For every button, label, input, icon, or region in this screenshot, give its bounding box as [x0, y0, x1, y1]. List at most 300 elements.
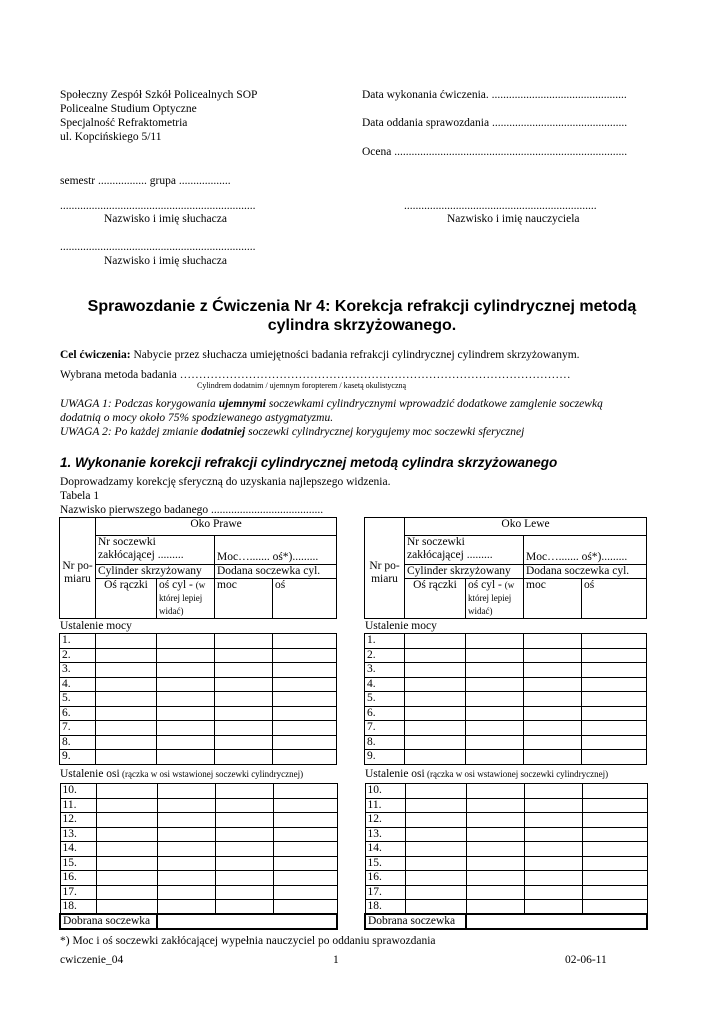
- table-row: [60, 677, 337, 692]
- table-row: [365, 692, 647, 707]
- measurement-cell-right[interactable]: [273, 827, 337, 842]
- measurement-cell-right[interactable]: [273, 856, 337, 871]
- measurement-cell-right[interactable]: [215, 648, 273, 663]
- cylinder-axis-header: [157, 579, 215, 619]
- row-number: 18.: [365, 900, 405, 915]
- right-eye-header: Oko Prawe: [96, 518, 337, 536]
- row-number: 2.: [365, 648, 405, 663]
- note-1-part-d: dodatnią o mocy około 75% spodziewanego astygmatyzmu.: [60, 412, 334, 424]
- student-name-line-2[interactable]: ....................................................................: [60, 241, 256, 253]
- table-row: [60, 692, 337, 707]
- measurement-cell-left[interactable]: [466, 784, 524, 799]
- goal-label: Cel ćwiczenia:: [60, 349, 131, 361]
- measurement-cell-right[interactable]: [273, 692, 337, 707]
- row-number: 7.: [365, 721, 405, 736]
- row-number: 3.: [60, 663, 96, 678]
- row-number: 18.: [60, 900, 96, 915]
- measurement-cell-left[interactable]: [405, 871, 466, 886]
- row-number: 11.: [365, 798, 405, 813]
- measurement-cell-left[interactable]: [582, 735, 647, 750]
- cylinder-axis-label: oś cyl -: [159, 579, 196, 591]
- measurement-cell-left[interactable]: [582, 750, 647, 765]
- row-number: 5.: [365, 692, 405, 707]
- axis-header: oś: [273, 579, 337, 619]
- row-number: 16.: [365, 871, 405, 886]
- table-row: [60, 784, 337, 799]
- table-row: [60, 900, 337, 915]
- table-row: [60, 706, 337, 721]
- cross-cylinder-header-left: Cylinder skrzyżowany: [405, 565, 524, 579]
- added-cylinder-header: Dodana soczewka cyl.: [215, 565, 337, 579]
- measurement-cell-left[interactable]: [405, 813, 466, 828]
- table-row: [60, 813, 337, 828]
- measurement-cell-left[interactable]: [582, 634, 647, 649]
- row-number: 6.: [365, 706, 405, 721]
- student-name-caption-2: Nazwisko i imię słuchacza: [104, 255, 227, 267]
- measurement-cell-left[interactable]: [524, 842, 582, 857]
- measurement-cell-left[interactable]: [524, 721, 582, 736]
- measurement-cell-right[interactable]: [96, 677, 157, 692]
- measurement-cell-left[interactable]: [524, 648, 582, 663]
- added-cylinder-header-left: Dodana soczewka cyl.: [524, 565, 647, 579]
- table-row: [60, 721, 337, 736]
- measurement-cell-left[interactable]: [405, 735, 466, 750]
- measurement-cell-left[interactable]: [582, 721, 647, 736]
- method-hint: Cylindrem dodatnim / ujemnym foropterem / kasetą okulistyczną: [197, 381, 407, 390]
- row-number: 4.: [60, 677, 96, 692]
- row-number: 3.: [365, 663, 405, 678]
- measurement-cell-left[interactable]: [405, 721, 466, 736]
- power-setting-label-left: Ustalenie mocy: [365, 620, 437, 632]
- measurement-cell-left[interactable]: [582, 677, 647, 692]
- measurement-cell-left[interactable]: [405, 706, 466, 721]
- measurement-nr-header: [60, 518, 96, 619]
- measurement-cell-right[interactable]: [157, 677, 215, 692]
- measurement-cell-left[interactable]: [582, 784, 647, 799]
- measurement-cell-left[interactable]: [466, 827, 524, 842]
- row-number: 14.: [365, 842, 405, 857]
- measurement-cell-left[interactable]: [466, 871, 524, 886]
- measurement-cell-left[interactable]: [582, 692, 647, 707]
- row-number: 15.: [365, 856, 405, 871]
- table-row: [365, 663, 647, 678]
- measurement-cell-right[interactable]: [215, 677, 273, 692]
- note-2-emphasis: dodatniej: [201, 426, 246, 438]
- table-row: [365, 827, 647, 842]
- measurement-cell-right[interactable]: [215, 871, 273, 886]
- row-number: 9.: [365, 750, 405, 765]
- measurement-cell-left[interactable]: [466, 885, 524, 900]
- table-row: [60, 871, 337, 886]
- table-row: [60, 798, 337, 813]
- note-2-part-a: UWAGA 2: Po każdej zmianie: [60, 426, 202, 438]
- axis-setting-title: Ustalenie osi: [60, 768, 120, 780]
- measurement-cell-left[interactable]: [405, 827, 466, 842]
- measurement-cell-right[interactable]: [215, 784, 273, 799]
- measurement-cell-left[interactable]: [524, 798, 582, 813]
- measurement-cell-right[interactable]: [157, 692, 215, 707]
- measurement-cell-left[interactable]: [466, 663, 524, 678]
- table-row: [365, 735, 647, 750]
- measurement-cell-left[interactable]: [466, 750, 524, 765]
- right-eye-power-table: [59, 633, 337, 765]
- measurement-cell-left[interactable]: [524, 813, 582, 828]
- measurement-cell-left[interactable]: [466, 900, 524, 915]
- measurement-cell-left[interactable]: [524, 663, 582, 678]
- measurement-cell-left[interactable]: [466, 634, 524, 649]
- table-row: [365, 798, 647, 813]
- measurement-cell-right[interactable]: [157, 842, 215, 857]
- row-number: 8.: [365, 735, 405, 750]
- measurement-cell-right[interactable]: [215, 798, 273, 813]
- table-row: [365, 856, 647, 871]
- row-number: 10.: [60, 784, 96, 799]
- chosen-lens-label: Dobrana soczewka: [365, 914, 466, 929]
- measurement-cell-right[interactable]: [215, 663, 273, 678]
- measurement-cell-right[interactable]: [215, 900, 273, 915]
- measurement-cell-right[interactable]: [273, 871, 337, 886]
- measurement-cell-right[interactable]: [96, 706, 157, 721]
- power-axis-cell[interactable]: Moc…....... oś*).........: [215, 536, 337, 565]
- measurement-cell-left[interactable]: [405, 634, 466, 649]
- measurement-cell-left[interactable]: [524, 677, 582, 692]
- interfering-lens-cell-left[interactable]: Nr soczewki zakłócającej .........: [405, 536, 524, 565]
- teacher-name-caption: Nazwisko i imię nauczyciela: [447, 213, 580, 225]
- measurement-cell-right[interactable]: [215, 856, 273, 871]
- measurement-cell-right[interactable]: [215, 827, 273, 842]
- measurement-cell-left[interactable]: [466, 856, 524, 871]
- chosen-lens-label: Dobrana soczewka: [60, 914, 157, 929]
- measurement-cell-right[interactable]: [273, 706, 337, 721]
- table-row: [365, 750, 647, 765]
- measurement-cell-right[interactable]: [215, 750, 273, 765]
- measurement-cell-right[interactable]: [157, 750, 215, 765]
- measurement-cell-left[interactable]: [405, 842, 466, 857]
- measurement-cell-right[interactable]: [96, 692, 157, 707]
- measurement-cell-left[interactable]: [582, 842, 647, 857]
- measurement-cell-left[interactable]: [466, 677, 524, 692]
- axis-setting-note: (rączka w osi wstawionej soczewki cylindrycznej): [119, 769, 304, 779]
- note-1-part-c: soczewkami cylindrycznymi wprowadzić dodatkowe zamglenie soczewką: [265, 398, 603, 410]
- row-number: 10.: [365, 784, 405, 799]
- measurement-cell-left[interactable]: [582, 706, 647, 721]
- interfering-lens-cell[interactable]: Nr soczewki zakłócającej .........: [96, 536, 215, 565]
- semester-group-field[interactable]: semestr ................. grupa ..................: [60, 175, 231, 187]
- row-number: 12.: [365, 813, 405, 828]
- power-header-left: moc: [524, 579, 582, 619]
- measurement-cell-left[interactable]: [466, 813, 524, 828]
- table-row: [60, 842, 337, 857]
- measurement-cell-left[interactable]: [524, 856, 582, 871]
- measurement-cell-left[interactable]: [524, 692, 582, 707]
- measurement-cell-left[interactable]: [466, 721, 524, 736]
- measurement-cell-left[interactable]: [582, 798, 647, 813]
- measurement-cell-right[interactable]: [96, 735, 157, 750]
- measurement-cell-right[interactable]: [273, 842, 337, 857]
- power-setting-label: Ustalenie mocy: [60, 620, 132, 632]
- measurement-cell-right[interactable]: [96, 900, 157, 915]
- measurement-cell-left[interactable]: [524, 784, 582, 799]
- measurement-cell-left[interactable]: [582, 663, 647, 678]
- left-eye-power-table: [364, 633, 647, 765]
- teacher-name-line[interactable]: ...................................................................: [404, 200, 597, 212]
- measurement-cell-right[interactable]: [96, 798, 157, 813]
- row-number: 13.: [365, 827, 405, 842]
- row-number: 13.: [60, 827, 96, 842]
- measurement-cell-right[interactable]: [96, 827, 157, 842]
- table-row: [365, 885, 647, 900]
- chosen-lens-value-right[interactable]: [157, 914, 337, 929]
- measurement-cell-right[interactable]: [157, 634, 215, 649]
- left-eye-header: Oko Lewe: [405, 518, 647, 536]
- patient-name-field[interactable]: Nazwisko pierwszego badanego .......................................: [60, 504, 324, 516]
- left-eye-header-table: [364, 517, 647, 619]
- measurement-cell-right[interactable]: [157, 856, 215, 871]
- measurement-cell-left[interactable]: [405, 798, 466, 813]
- cylinder-axis-header-left: [466, 579, 524, 619]
- measurement-cell-right[interactable]: [273, 900, 337, 915]
- measurement-cell-right[interactable]: [273, 750, 337, 765]
- footer-date: 02-06-11: [565, 954, 607, 966]
- measurement-cell-left[interactable]: [466, 735, 524, 750]
- grade-field[interactable]: Ocena .................................................................................: [362, 146, 628, 158]
- measurement-cell-left[interactable]: [524, 885, 582, 900]
- measurement-cell-right[interactable]: [96, 856, 157, 871]
- axis-header-left: oś: [582, 579, 647, 619]
- row-number: 5.: [60, 692, 96, 707]
- measurement-cell-right[interactable]: [215, 813, 273, 828]
- measurement-cell-right[interactable]: [157, 663, 215, 678]
- table-row: [60, 885, 337, 900]
- axis-setting-label-left: [365, 768, 608, 781]
- row-number: 11.: [60, 798, 96, 813]
- measurement-cell-right[interactable]: [273, 885, 337, 900]
- measurement-cell-right[interactable]: [273, 813, 337, 828]
- measurement-cell-right[interactable]: [96, 885, 157, 900]
- measurement-cell-right[interactable]: [273, 798, 337, 813]
- row-number: 4.: [365, 677, 405, 692]
- chosen-lens-row: [60, 914, 337, 929]
- chosen-lens-value-left[interactable]: [466, 914, 647, 929]
- measurement-cell-left[interactable]: [405, 885, 466, 900]
- table-row: [60, 634, 337, 649]
- measurement-cell-left[interactable]: [524, 750, 582, 765]
- measurement-cell-left[interactable]: [466, 706, 524, 721]
- page-title-line-2: cylindra skrzyżowanego.: [267, 317, 457, 334]
- measurement-cell-left[interactable]: [524, 634, 582, 649]
- measurement-cell-left[interactable]: [405, 663, 466, 678]
- method-field[interactable]: Wybrana metoda badania …………………………………………………………………………………………: [60, 369, 571, 381]
- measurement-cell-right[interactable]: [157, 900, 215, 915]
- handle-axis-header-left: Oś rączki: [405, 579, 466, 619]
- school-name: Społeczny Zespół Szkół Policealnych SOP: [60, 89, 258, 101]
- measurement-cell-right[interactable]: [157, 735, 215, 750]
- measurement-cell-right[interactable]: [157, 784, 215, 799]
- school-studium: Policealne Studium Optyczne: [60, 103, 197, 115]
- measurement-cell-right[interactable]: [215, 721, 273, 736]
- power-axis-cell-left[interactable]: Moc…....... oś*).........: [524, 536, 647, 565]
- measurement-cell-right[interactable]: [157, 721, 215, 736]
- cross-cylinder-header: Cylinder skrzyżowany: [96, 565, 215, 579]
- note-1: [60, 397, 672, 425]
- table-row: [365, 634, 647, 649]
- row-number: 6.: [60, 706, 96, 721]
- measurement-cell-right[interactable]: [157, 813, 215, 828]
- measurement-cell-right[interactable]: [273, 735, 337, 750]
- table-row: [60, 735, 337, 750]
- table-row: [60, 648, 337, 663]
- measurement-cell-left[interactable]: [582, 856, 647, 871]
- measurement-cell-right[interactable]: [215, 692, 273, 707]
- measurement-cell-right[interactable]: [273, 663, 337, 678]
- measurement-cell-left[interactable]: [405, 856, 466, 871]
- measurement-cell-left[interactable]: [405, 784, 466, 799]
- table-row: [365, 706, 647, 721]
- measurement-cell-right[interactable]: [96, 871, 157, 886]
- cylinder-axis-label-left: oś cyl -: [468, 579, 505, 591]
- measurement-cell-left[interactable]: [466, 648, 524, 663]
- school-specialty: Specjalność Refraktometria: [60, 117, 188, 129]
- measurement-cell-left[interactable]: [466, 842, 524, 857]
- student-name-line-1[interactable]: ....................................................................: [60, 200, 256, 212]
- measurement-cell-right[interactable]: [273, 634, 337, 649]
- measurement-cell-right[interactable]: [96, 784, 157, 799]
- row-number: 17.: [60, 885, 96, 900]
- measurement-cell-left[interactable]: [466, 798, 524, 813]
- power-header: moc: [215, 579, 273, 619]
- cylinder-axis-note-left: (w której lepiej widać): [468, 580, 515, 616]
- measurement-cell-right[interactable]: [215, 706, 273, 721]
- table-row: [365, 900, 647, 915]
- cylinder-axis-note: (w której lepiej widać): [159, 580, 206, 616]
- table-row: [365, 677, 647, 692]
- row-number: 14.: [60, 842, 96, 857]
- table-row: [365, 871, 647, 886]
- handle-axis-header: Oś rączki: [96, 579, 157, 619]
- measurement-cell-left[interactable]: [524, 706, 582, 721]
- student-name-caption-1: Nazwisko i imię słuchacza: [104, 213, 227, 225]
- measurement-cell-left[interactable]: [582, 885, 647, 900]
- measurement-cell-right[interactable]: [96, 634, 157, 649]
- table-row: [60, 663, 337, 678]
- measurement-nr-label: Nr po-miaru: [62, 560, 93, 585]
- measurement-cell-right[interactable]: [273, 677, 337, 692]
- measurement-cell-right[interactable]: [157, 706, 215, 721]
- measurement-cell-left[interactable]: [405, 750, 466, 765]
- measurement-cell-right[interactable]: [96, 813, 157, 828]
- measurement-cell-left[interactable]: [524, 900, 582, 915]
- measurement-cell-right[interactable]: [157, 871, 215, 886]
- measurement-cell-right[interactable]: [157, 827, 215, 842]
- goal-paragraph: [60, 348, 580, 362]
- chosen-lens-row: [365, 914, 647, 929]
- table-row: [365, 784, 647, 799]
- table-row: [60, 750, 337, 765]
- measurement-cell-right[interactable]: [96, 750, 157, 765]
- measurement-cell-right[interactable]: [96, 663, 157, 678]
- table-row: [365, 813, 647, 828]
- page-title-line-1: Sprawozdanie z Ćwiczenia Nr 4: Korekcja refrakcji cylindrycznej metodą: [87, 298, 637, 315]
- row-number: 8.: [60, 735, 96, 750]
- table-row: [365, 648, 647, 663]
- school-address: ul. Kopcińskiego 5/11: [60, 131, 162, 143]
- measurement-cell-left[interactable]: [524, 871, 582, 886]
- row-number: 1.: [60, 634, 96, 649]
- measurement-cell-left[interactable]: [582, 827, 647, 842]
- measurement-cell-right[interactable]: [215, 735, 273, 750]
- axis-setting-label: [60, 768, 303, 781]
- measurement-cell-left[interactable]: [582, 900, 647, 915]
- section-1-heading: 1. Wykonanie korekcji refrakcji cylindrycznej metodą cylindra skrzyżowanego: [60, 455, 558, 470]
- measurement-cell-right[interactable]: [157, 885, 215, 900]
- table-row: [60, 827, 337, 842]
- goal-text: Nabycie przez słuchacza umiejętności badania refrakcji cylindrycznej cylindrem skrzyżowanym.: [130, 349, 580, 361]
- row-number: 2.: [60, 648, 96, 663]
- row-number: 7.: [60, 721, 96, 736]
- measurement-cell-left[interactable]: [582, 648, 647, 663]
- table-row: [60, 856, 337, 871]
- measurement-cell-right[interactable]: [215, 634, 273, 649]
- measurement-cell-left[interactable]: [405, 648, 466, 663]
- right-eye-header-table: [59, 517, 337, 619]
- intro-text: Doprowadzamy korekcję sferyczną do uzyskania najlepszego widzenia.: [60, 476, 391, 488]
- measurement-cell-right[interactable]: [215, 885, 273, 900]
- measurement-nr-header-left: [365, 518, 405, 619]
- note-2: [60, 425, 524, 439]
- footer-page-number: 1: [333, 954, 339, 966]
- measurement-cell-left[interactable]: [582, 871, 647, 886]
- measurement-cell-left[interactable]: [405, 677, 466, 692]
- measurement-cell-right[interactable]: [215, 842, 273, 857]
- measurement-cell-right[interactable]: [96, 648, 157, 663]
- measurement-cell-right[interactable]: [96, 842, 157, 857]
- measurement-cell-right[interactable]: [273, 721, 337, 736]
- row-number: 15.: [60, 856, 96, 871]
- measurement-cell-right[interactable]: [157, 798, 215, 813]
- measurement-cell-right[interactable]: [273, 784, 337, 799]
- measurement-cell-left[interactable]: [524, 827, 582, 842]
- row-number: 17.: [365, 885, 405, 900]
- measurement-cell-left[interactable]: [582, 813, 647, 828]
- measurement-cell-left[interactable]: [405, 900, 466, 915]
- row-number: 1.: [365, 634, 405, 649]
- measurement-cell-right[interactable]: [273, 648, 337, 663]
- page-title: [40, 297, 684, 335]
- row-number: 12.: [60, 813, 96, 828]
- row-number: 16.: [60, 871, 96, 886]
- note-2-part-c: soczewki cylindrycznej korygujemy moc soczewki sferycznej: [245, 426, 525, 438]
- axis-setting-title-left: Ustalenie osi: [365, 768, 425, 780]
- measurement-cell-left[interactable]: [524, 735, 582, 750]
- left-eye-axis-table: [364, 783, 648, 930]
- measurement-cell-right[interactable]: [96, 721, 157, 736]
- date-exercise-field[interactable]: Data wykonania ćwiczenia. ...............................................: [362, 89, 627, 101]
- measurement-cell-right[interactable]: [157, 648, 215, 663]
- measurement-cell-left[interactable]: [405, 692, 466, 707]
- footer-file-name: cwiczenie_04: [60, 954, 124, 966]
- footnote: *) Moc i oś soczewki zakłócającej wypełnia nauczyciel po oddaniu sprawozdania: [60, 935, 436, 947]
- table-row: [365, 842, 647, 857]
- table-row: [365, 721, 647, 736]
- axis-setting-note-left: (rączka w osi wstawionej soczewki cylindrycznej): [424, 769, 609, 779]
- date-report-field[interactable]: Data oddania sprawozdania ...............................................: [362, 117, 628, 129]
- table-label: Tabela 1: [60, 490, 100, 502]
- measurement-cell-left[interactable]: [466, 692, 524, 707]
- measurement-nr-label-left: Nr po-miaru: [369, 560, 400, 585]
- row-number: 9.: [60, 750, 96, 765]
- note-1-emphasis: ujemnymi: [218, 398, 266, 410]
- note-1-part-a: UWAGA 1: Podczas korygowania: [60, 398, 219, 410]
